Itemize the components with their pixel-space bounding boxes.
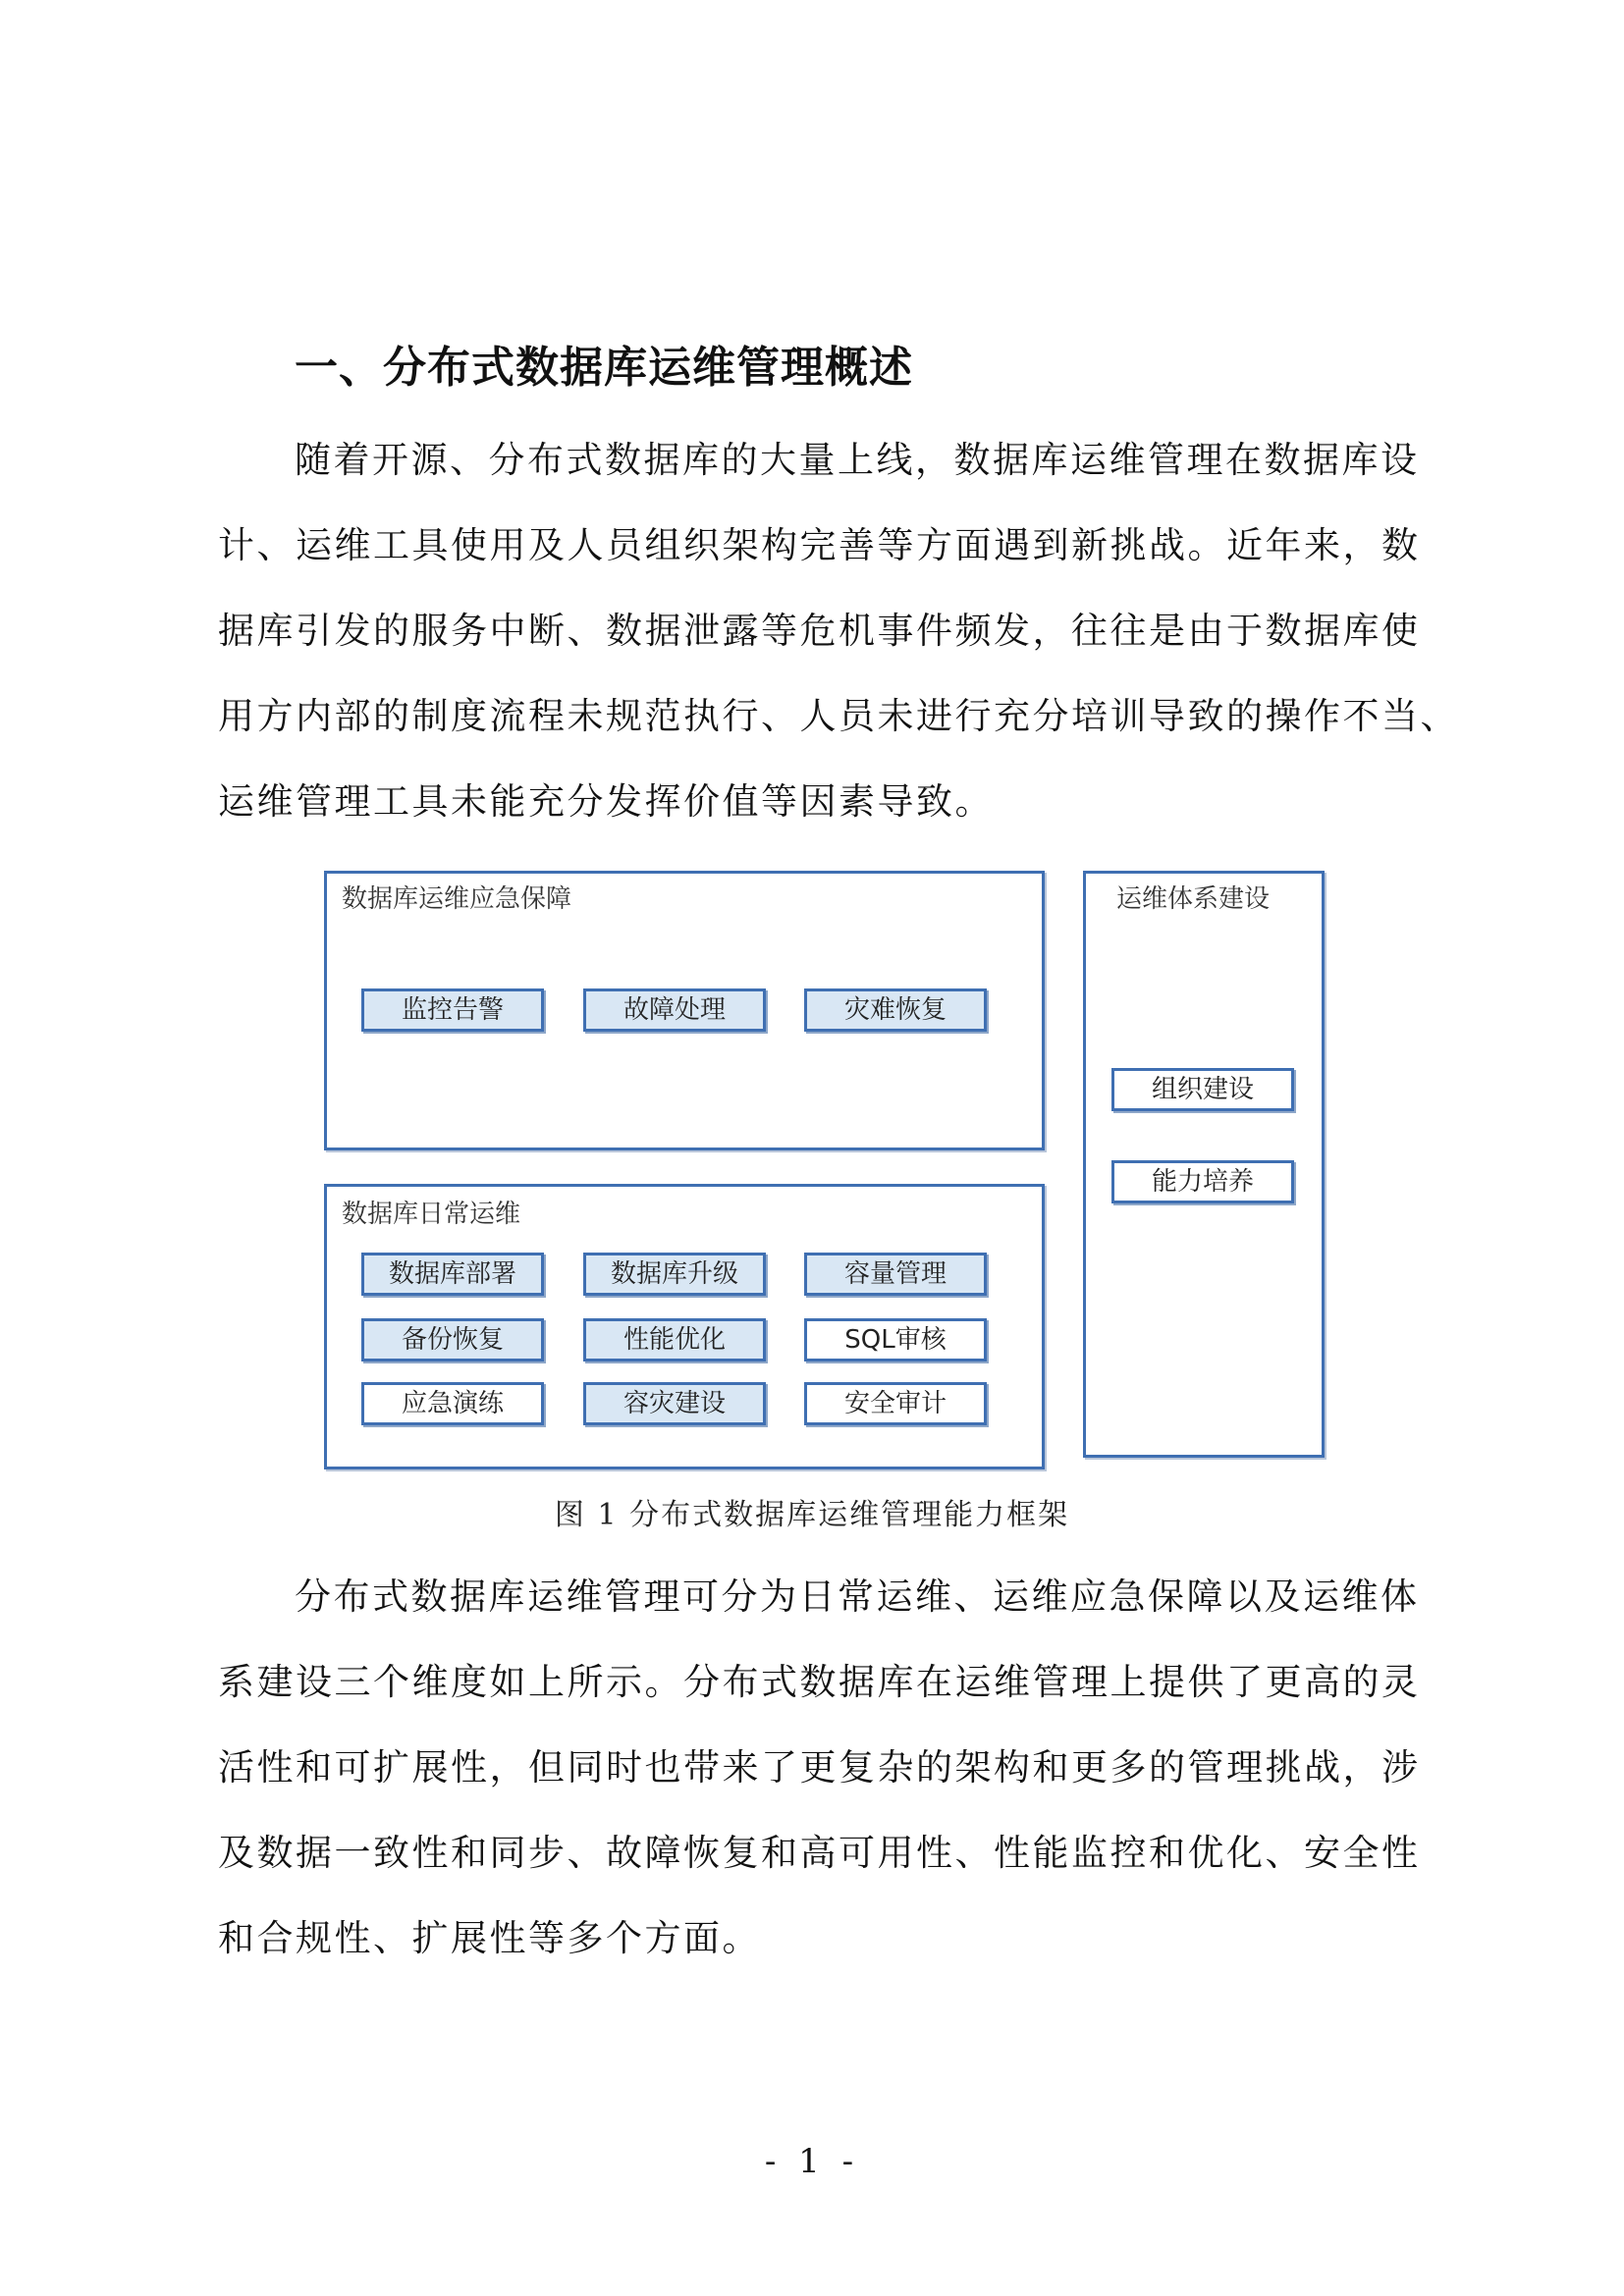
disaster-recovery-node: 灾难恢复 [804, 988, 987, 1032]
paragraph-line: 计、运维工具使用及人员组织架构完善等方面遇到新挑战。近年来，数 [218, 524, 1421, 566]
db-upgrade-node: 数据库升级 [583, 1253, 766, 1296]
paragraph-line: 和合规性、扩展性等多个方面。 [218, 1917, 761, 1959]
paragraph-line: 随着开源、分布式数据库的大量上线，数据库运维管理在数据库设 [295, 439, 1420, 481]
capacity-management-node: 容量管理 [804, 1253, 987, 1296]
capability-training-node: 能力培养 [1111, 1160, 1294, 1203]
org-building-node: 组织建设 [1111, 1068, 1294, 1111]
paragraph-line: 据库引发的服务中断、数据泄露等危机事件频发，往往是由于数据库使 [218, 610, 1421, 652]
summary-paragraph [218, 1554, 1435, 1981]
db-deployment-node: 数据库部署 [361, 1253, 544, 1296]
sql-review-node: SQL审核 [804, 1318, 987, 1362]
monitoring-alert-node: 监控告警 [361, 988, 544, 1032]
paragraph-line: 系建设三个维度如上所示。分布式数据库在运维管理上提供了更高的灵 [218, 1661, 1421, 1703]
daily-ops-box-title: 数据库日常运维 [342, 1200, 521, 1229]
paragraph-line: 运维管理工具未能充分发挥价值等因素导致。 [218, 780, 994, 823]
dr-construction-node: 容灾建设 [583, 1382, 766, 1425]
performance-tuning-node: 性能优化 [583, 1318, 766, 1362]
fault-handling-node: 故障处理 [583, 988, 766, 1032]
paragraph-line: 用方内部的制度流程未规范执行、人员未进行充分培训导致的操作不当、 [218, 695, 1459, 737]
system-building-box-title: 运维体系建设 [1116, 884, 1271, 914]
figure-caption: 图 1 分布式数据库运维管理能力框架 [554, 1498, 1070, 1532]
paragraph-line: 及数据一致性和同步、故障恢复和高可用性、性能监控和优化、安全性 [218, 1832, 1421, 1874]
backup-recovery-node: 备份恢复 [361, 1318, 544, 1362]
security-audit-node: 安全审计 [804, 1382, 987, 1425]
paragraph-line: 分布式数据库运维管理可分为日常运维、运维应急保障以及运维体 [295, 1575, 1420, 1618]
emergency-box-title: 数据库运维应急保障 [342, 884, 572, 914]
page-number: - 1 - [764, 2142, 860, 2181]
emergency-drill-node: 应急演练 [361, 1382, 544, 1425]
section-heading: 一、分布式数据库运维管理概述 [295, 343, 913, 393]
intro-paragraph [218, 417, 1459, 844]
paragraph-line: 活性和可扩展性，但同时也带来了更复杂的架构和更多的管理挑战，涉 [218, 1746, 1421, 1789]
